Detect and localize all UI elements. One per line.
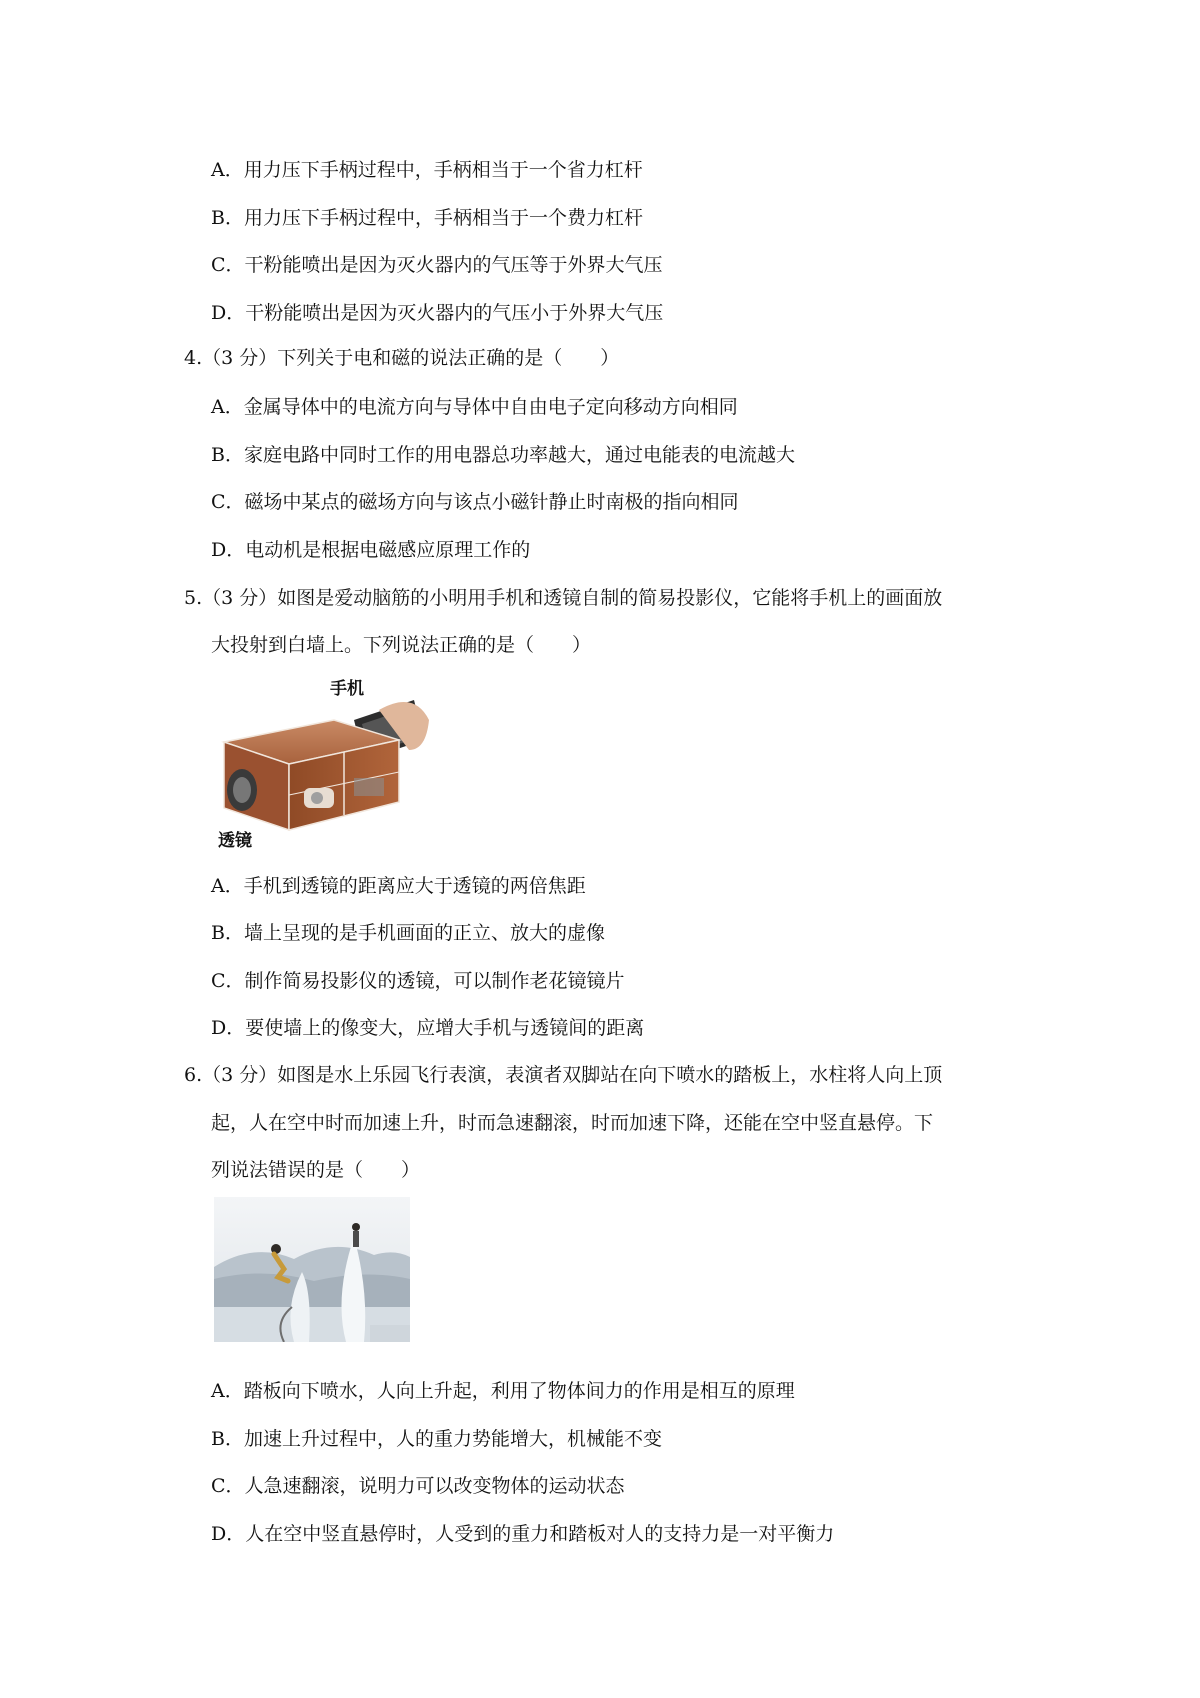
q6-option-b: B．加速上升过程中，人的重力势能增大，机械能不变: [211, 1428, 662, 1450]
q4-option-c: C．磁场中某点的磁场方向与该点小磁针静止时南极的指向相同: [211, 491, 739, 513]
label-lens: 透镜: [218, 831, 252, 851]
water-show-figure: [214, 1197, 410, 1342]
q6-stem-line3: 列说法错误的是（ ）: [211, 1159, 421, 1181]
q5-option-c: C．制作简易投影仪的透镜，可以制作老花镜镜片: [211, 970, 625, 992]
q5-stem-line1: 5.（3 分）如图是爱动脑筋的小明用手机和透镜自制的简易投影仪，它能将手机上的画面放: [184, 587, 943, 609]
water-show-photo: [214, 1197, 410, 1342]
q4-option-a: A．金属导体中的电流方向与导体中自由电子定向移动方向相同: [211, 396, 738, 418]
q6-option-d: D．人在空中竖直悬停时，人受到的重力和踏板对人的支持力是一对平衡力: [211, 1523, 835, 1545]
q5-option-b: B．墙上呈现的是手机画面的正立、放大的虚像: [211, 922, 605, 944]
q5-stem-line2: 大投射到白墙上。下列说法正确的是（ ）: [211, 634, 592, 656]
q4-option-b: B．家庭电路中同时工作的用电器总功率越大，通过电能表的电流越大: [211, 444, 795, 466]
q5-option-d: D．要使墙上的像变大，应增大手机与透镜间的距离: [211, 1017, 645, 1039]
q6-stem-line1: 6.（3 分）如图是水上乐园飞行表演，表演者双脚站在向下喷水的踏板上，水柱将人向上顶: [184, 1064, 943, 1086]
q3-option-a: A．用力压下手柄过程中，手柄相当于一个省力杠杆: [211, 159, 643, 181]
q6-option-a: A．踏板向下喷水，人向上升起，利用了物体间力的作用是相互的原理: [211, 1380, 795, 1402]
q6-option-c: C．人急速翻滚，说明力可以改变物体的运动状态: [211, 1475, 625, 1497]
q3-option-c: C．干粉能喷出是因为灭火器内的气压等于外界大气压: [211, 254, 663, 276]
q3-option-d: D．干粉能喷出是因为灭火器内的气压小于外界大气压: [211, 302, 664, 324]
q5-option-a: A．手机到透镜的距离应大于透镜的两倍焦距: [211, 875, 586, 897]
q6-stem-line2: 起，人在空中时而加速上升，时而急速翻滚，时而加速下降，还能在空中竖直悬停。下: [211, 1112, 934, 1134]
q3-option-b: B．用力压下手柄过程中，手柄相当于一个费力杠杆: [211, 207, 643, 229]
projector-illustration: [214, 680, 434, 850]
projector-figure: [214, 680, 434, 850]
q4-option-d: D．电动机是根据电磁感应原理工作的: [211, 539, 531, 561]
label-phone: 手机: [330, 679, 364, 699]
q4-stem: 4.（3 分）下列关于电和磁的说法正确的是（ ）: [184, 347, 620, 369]
